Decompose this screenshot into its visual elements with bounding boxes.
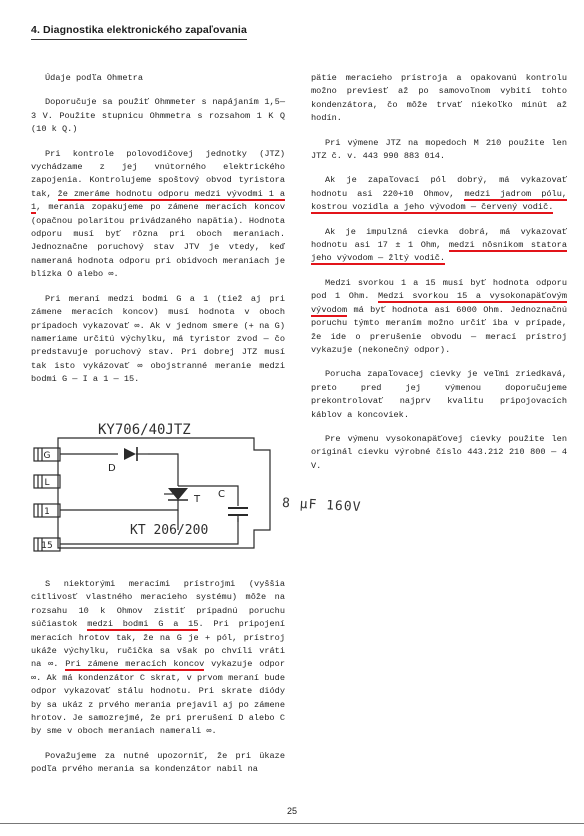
underlined-phrase: medzi nôsnikom statora jeho vývodom — žltý vodič. [311,240,567,264]
left-column-bottom [31,578,285,788]
text-run: , merania zopakujeme po zámene meracích koncov (opačnou polaritou privádzaného napätia). Hodnota odporu musí byť rôzna pri oboch meraniach. Jednoznačne poruchový stav JTV je vtedy, keď nameraná hodnota odporu pri obidvoch meraniach je blízka O alebo ∞. [31,202,285,280]
underlined-phrase: Medzi svorkou 15 a vysokonapäťovým vývodom [311,291,567,315]
text-run: Ak je zapaľovací pól dobrý, má vykazovať hodnotu asi 220+10 Ohmov, [311,175,567,199]
text-run: Porucha zapaľovacej cievky je veľmi zriedkavá, preto pred jej výmenou doporučujeme prekontrolovať najprv kvalitu pripojovacích káblov a koncoviek. [311,369,567,420]
text-run: Pri výmene JTZ na mopedoch M 210 použite len JTZ č. v. 443 990 883 014. [311,137,567,162]
capacitor-label: C [218,489,225,500]
underlined-phrase: medzi jadrom pólu, kostrou vozidla a jeho vývodom — červený vodič. [311,188,568,213]
text-run: pätie meracieho prístroja a opakovanú kontrolu možno previesť až po samovoľnom vybití tohto kondenzátora, čo môže trvať niekoľko minút až hodín. [311,73,567,124]
paragraph [31,578,285,739]
paragraph [311,72,567,126]
text-run: Medzi svorkou 1 a 15 musí byť hodnota odporu pod 1 Ohm. [311,277,567,302]
wire-1 [60,500,178,510]
section-subtitle: Údaje podľa Ohmetra [45,73,143,83]
circuit-diagram [28,418,290,568]
text-run: Pre výmenu vysokonapäťovej cievky použite len originál cievku výrobné číslo 443.212 210 800 — 4 V. [311,433,567,471]
underlined-phrase: medzi bodmi G a 15 [87,619,199,630]
page-number: 25 [286,806,297,816]
text-run: Doporučuje sa použiť Ohmmeter s napájaním 1,5— 3 V. Použite stupnicu Ohmmetra s rozsahom 1 K Q (10 k Q.) [31,97,285,135]
text-run: vykazuje odpor ∞. Ak má kondenzátor C skrat, v prvom meraní bude odpor vykazovať stálu hodnotu. Pri skrate diódy by sa ukáz z prvého merania prejavil aj po zámene hrotov. Je samozrejmé, že pri prerušení D alebo C by sme v oboch meraniach namerali ∞. [31,659,285,737]
diode-symbol [124,448,136,460]
handwritten-bottom-label: KT 206/200 [130,523,209,538]
text-run: . Pri pripojení meracích hrotov tak, že na G je + pól, prístroj ukáže výchylku, ručička sa však po chvíli vráti na ∞. [31,619,286,670]
heading-underline [31,39,247,40]
scan-edge-line [0,823,584,824]
text-run: má byť hodnota asi 6000 Ohm. Jednoznačnú poruchu týmto meraním možno určiť iba v prípade, že ide o prerušenie obvodu — merací prístroj vykazuje (nekonečný odpor). [311,304,567,355]
page-heading: 4. Diagnostika elektronického zapaľovania [31,24,247,36]
wire-main [148,454,178,486]
paragraph [311,433,567,473]
left-column-top [31,72,285,398]
text-run: Pri meraní medzi bodmi G a 1 (tiež aj pri zámene meracích koncov) musí hodnota v oboch prípadoch vykazovať ∞. Ak v jednom smere (+ na G) nameriame určitú výchylku, má tyristor zvod — čo predstavuje poruchový stav. Pri dobrej JTZ musí tak isto vykázovať ∞ obojstranné meranie medzi bodmi G — I a 1 — 15. [31,293,285,385]
underlined-phrase: že zmeráme hodnotu odporu medzi vývodmi 1 a 1 [31,188,285,213]
paragraph [31,96,285,136]
thyristor-label: T [194,494,201,505]
paragraph [311,174,567,214]
handwritten-top-label: KY706/40JTZ [98,422,191,438]
paragraph [311,137,567,164]
paragraph [311,368,567,422]
terminal-label-l: L [44,478,50,488]
text-run: Pri kontrole polovodičovej jednotky (JTZ) vychádzame z jej vnútorného elektrického zapojenia. Kontrolujeme spoštový obvod tyristora tak, [31,148,285,199]
paragraph [31,293,285,387]
text-run: Považujeme za nutné upozorniť, že pri ükaze podľa prvého merania sa kondenzátor nabil na [31,750,285,775]
paragraph [311,277,567,357]
paragraph [31,750,285,777]
right-column [311,72,567,484]
handwritten-capacitor-note: 8 μF 160V [281,495,362,516]
underlined-phrase: Pri zámene meracích koncov [65,659,205,670]
diode-label: D [108,463,116,474]
text-run: S niektorými meracími prístrojmi (vyššia citlivosť vlastného meracieho systému) môže na rozsahu 10 k Ohmov zistiť prípadnú poruchu súčiastok [31,579,285,630]
paragraph [31,148,285,282]
left-top-paragraphs [31,96,285,386]
paragraph [311,226,567,266]
terminal-label-1: 1 [44,507,50,517]
terminal-label-g: G [43,451,51,461]
text-run: Ak je impulzná cievka dobrá, má vykazovať hodnotu asi 17 ± 1 Ohm, [311,226,567,251]
terminal-label-15: 15 [41,541,53,551]
